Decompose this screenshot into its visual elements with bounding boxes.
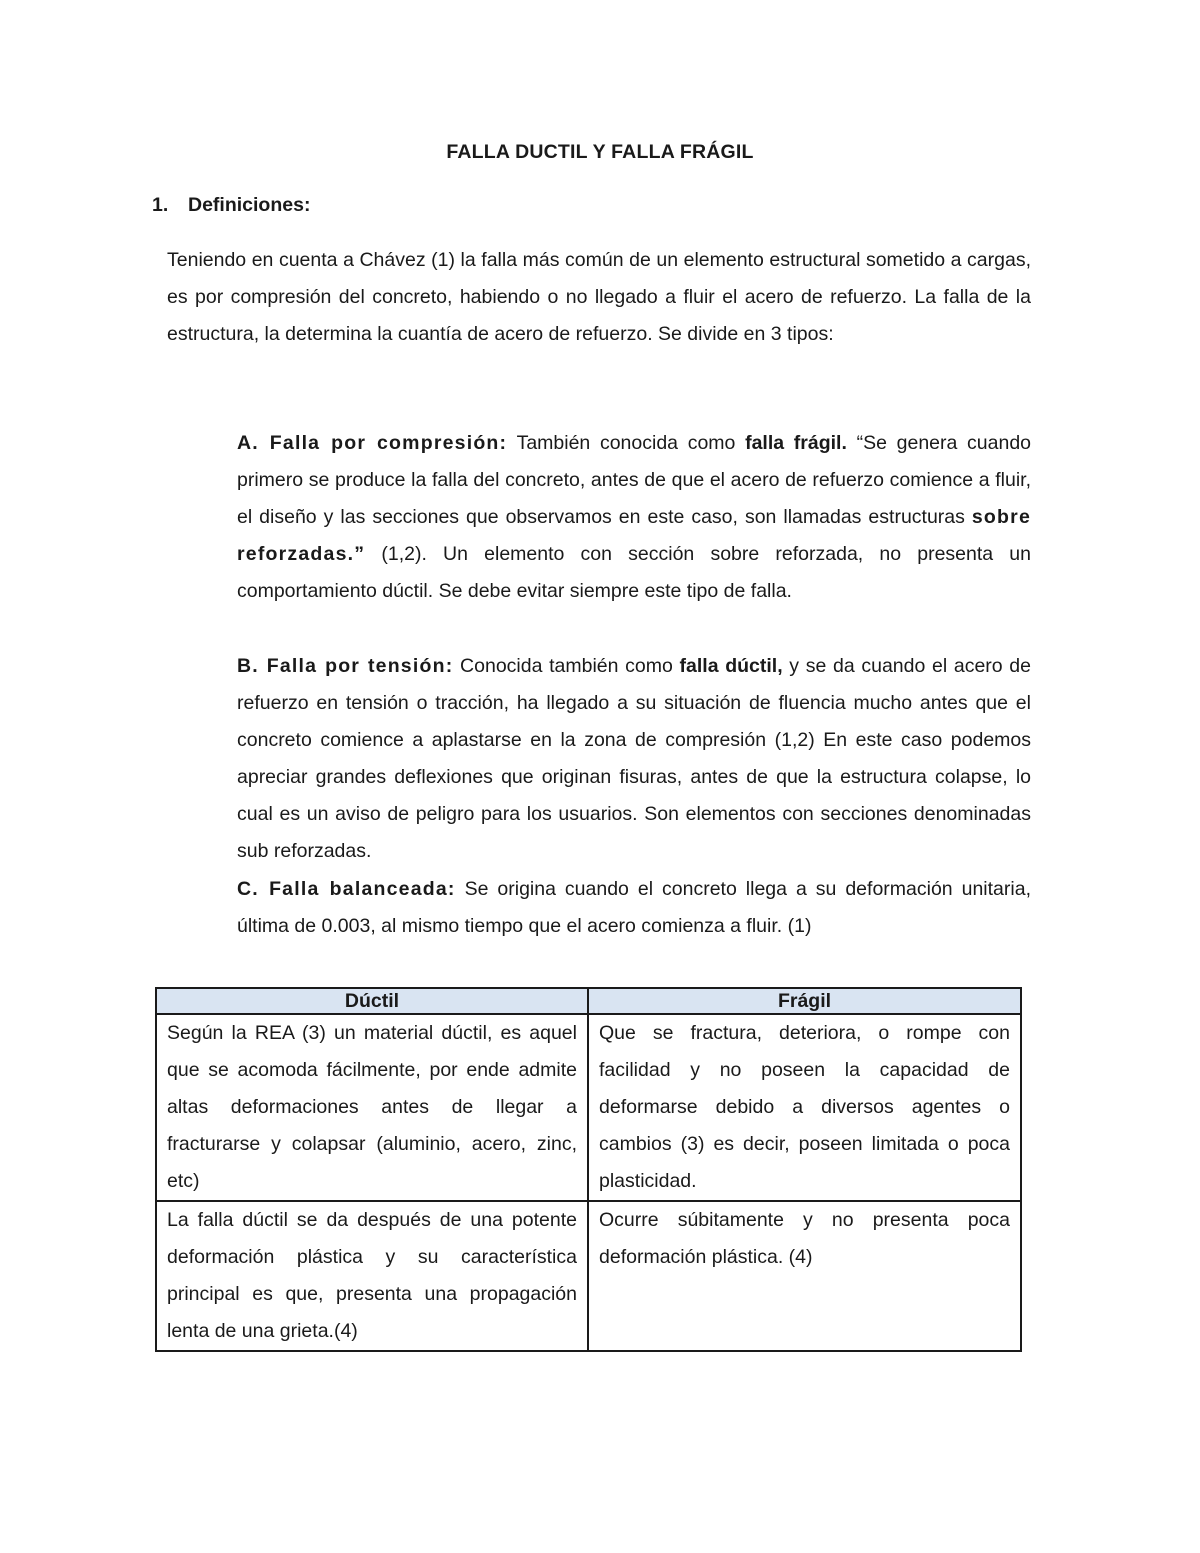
definition-item-b [237, 648, 1031, 870]
item-b-text-2: y se da cuando el acero de refuerzo en tensión o tracción, ha llegado a su situación de fluencia mucho antes que el concreto comience a aplastarse en la zona de compresión (1,2) En este caso podemos apreciar grandes deflexiones que originan fisuras, antes de que la estructura colapse, lo cual es un aviso de peligro para los usuarios. Son elementos con secciones denominadas sub reforzadas. [237, 655, 1031, 862]
table-header-ductil: Dúctil [156, 988, 588, 1014]
table-row [156, 1201, 1021, 1351]
table-cell-ductil: Según la REA (3) un material dúctil, es aquel que se acomoda fácilmente, por ende admite altas deformaciones antes de llegar a fracturarse y colapsar (aluminio, acero, zinc, etc) [156, 1014, 588, 1201]
table-cell-fragil: Que se fractura, deteriora, o rompe con facilidad y no poseen la capacidad de deformarse debido a diversos agentes o cambios (3) es decir, poseen limitada o poca plasticidad. [588, 1014, 1021, 1201]
item-a-bold-2: sobre reforzadas.” [237, 506, 1031, 565]
table-header-fragil: Frágil [588, 988, 1021, 1014]
table-row [156, 1014, 1021, 1201]
page-title: FALLA DUCTIL Y FALLA FRÁGIL [446, 141, 754, 163]
definition-item-a [237, 425, 1031, 610]
item-b-text-1: Conocida también como [453, 655, 680, 677]
comparison-table [155, 987, 1022, 1352]
table-header-row [156, 988, 1021, 1014]
item-a-text-3: (1,2). Un elemento con sección sobre reforzada, no presenta un comportamiento dúctil. Se debe evitar siempre este tipo de falla. [237, 543, 1031, 602]
section-number: 1. [152, 194, 169, 216]
item-a-label: A. Falla por compresión: [237, 432, 508, 454]
section-heading [152, 194, 310, 217]
item-c-label: C. Falla balanceada: [237, 878, 456, 900]
section-heading-text: Definiciones: [188, 194, 311, 216]
definition-item-c [237, 871, 1031, 945]
item-c-text-1: Se origina cuando el concreto llega a su deformación unitaria, última de 0.003, al mismo tiempo que el acero comienza a fluir. (1) [237, 878, 1031, 937]
item-a-bold-1: falla frágil. [745, 432, 847, 454]
table-cell-ductil: La falla dúctil se da después de una potente deformación plástica y su característica principal es que, presenta una propagación lenta de una grieta.(4) [156, 1201, 588, 1351]
item-a-text-1: También conocida como [507, 432, 746, 454]
item-a-text-2: “Se genera cuando primero se produce la falla del concreto, antes de que el acero de refuerzo comience a fluir, el diseño y las secciones que observamos en este caso, son llamadas estructuras [237, 432, 1032, 528]
item-b-bold-1: falla dúctil, [679, 655, 783, 677]
intro-paragraph: Teniendo en cuenta a Chávez (1) la falla más común de un elemento estructural sometido a cargas, es por compresión del concreto, habiendo o no llegado a fluir el acero de refuerzo. La falla de la estructura, la determina la cuantía de acero de refuerzo. Se divide en 3 tipos: [167, 249, 1031, 345]
item-b-label: B. Falla por tensión: [237, 655, 454, 677]
table-cell-fragil: Ocurre súbitamente y no presenta poca deformación plástica. (4) [588, 1201, 1021, 1351]
